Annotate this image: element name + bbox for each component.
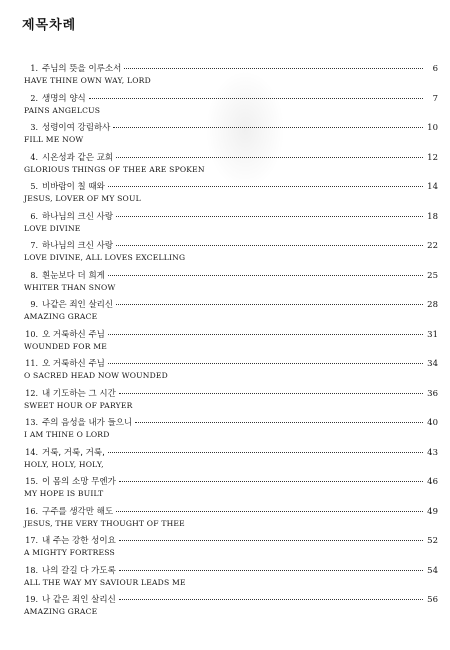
entry-number: 3. (30, 123, 38, 132)
toc-entry (18, 180, 438, 210)
korean-title: 거룩, 거룩, 거룩, (42, 447, 105, 458)
english-title: A MIGHTY FORTRESS (24, 548, 115, 557)
page-title: 제목차례 (22, 18, 77, 33)
korean-title: 생명의 양식 (42, 93, 86, 104)
english-title: I AM THINE O LORD (24, 430, 110, 439)
entry-number: 18. (25, 565, 38, 575)
toc-entry-korean-row (18, 151, 438, 165)
page-number: 28 (427, 300, 438, 310)
korean-title: 나의 갈길 다 가도록 (42, 565, 116, 576)
page-number: 7 (432, 93, 438, 104)
entry-number: 4. (30, 152, 38, 162)
toc-entry-korean-row (18, 180, 438, 194)
toc-entry (18, 505, 438, 535)
page-number: 36 (427, 388, 438, 399)
toc-entry (18, 593, 438, 623)
entry-number: 5. (30, 182, 38, 191)
toc-entry-korean-row (18, 62, 438, 76)
entry-number: 11. (25, 359, 38, 368)
dot-leader (116, 304, 423, 305)
toc-entry-korean-row (18, 328, 438, 342)
english-title: PAINS ANGELCUS (24, 105, 101, 115)
dot-leader (89, 98, 423, 99)
entry-number: 15. (25, 477, 38, 486)
toc-entry (18, 210, 438, 240)
dot-leader (116, 216, 423, 217)
toc-entry (18, 387, 438, 417)
entry-number: 1. (30, 64, 38, 73)
page-number: 40 (427, 418, 438, 428)
korean-title: 내 주는 강한 성이요 (42, 536, 116, 546)
english-title: LOVE DIVINE (24, 223, 81, 233)
english-title: JESUS, LOVER OF MY SOUL (24, 194, 141, 203)
toc-entry (18, 92, 438, 122)
dot-leader (116, 245, 423, 246)
english-title: JESUS, THE VERY THOUGHT OF THEE (24, 518, 185, 528)
english-title: MY HOPE IS BUILT (24, 489, 104, 498)
toc-entry-korean-row (18, 534, 438, 548)
korean-title: 성령이여 강림하사 (42, 123, 111, 133)
toc-entry (18, 475, 438, 505)
english-title: WHITER THAN SNOW (24, 282, 116, 292)
dot-leader (113, 127, 423, 128)
toc-entry (18, 239, 438, 269)
entry-number: 12. (25, 388, 38, 398)
toc-entry (18, 564, 438, 594)
entry-number: 10. (25, 329, 38, 339)
toc-entry (18, 416, 438, 446)
table-of-contents (18, 62, 438, 623)
entry-number: 17. (25, 536, 38, 545)
page-number: 31 (427, 329, 438, 340)
korean-title: 오 거룩하신 주님 (42, 329, 105, 340)
dot-leader (116, 157, 423, 158)
entry-number: 2. (30, 93, 38, 103)
toc-entry-korean-row (18, 121, 438, 135)
korean-title: 나같은 죄인 살리신 (42, 300, 114, 310)
korean-title: 이 몸의 소망 무엔가 (42, 477, 116, 487)
korean-title: 흰눈보다 더 희게 (42, 270, 105, 281)
entry-number: 7. (30, 241, 38, 250)
entry-number: 16. (25, 506, 38, 516)
korean-title: 하나님의 크신 사랑 (42, 211, 114, 222)
korean-title: 주의 음성을 내가 들으니 (42, 418, 133, 428)
dot-leader (119, 570, 423, 571)
toc-entry (18, 328, 438, 358)
toc-entry (18, 446, 438, 476)
page-number: 14 (427, 182, 438, 192)
toc-entry-korean-row (18, 416, 438, 430)
english-title: LOVE DIVINE, ALL LOVES EXCELLING (24, 253, 186, 262)
korean-title: 내 기도하는 그 시간 (42, 388, 116, 399)
toc-entry-korean-row (18, 387, 438, 401)
page-number: 25 (427, 270, 438, 281)
korean-title: 나 같은 죄인 살리신 (42, 595, 116, 605)
toc-entry (18, 357, 438, 387)
english-title: GLORIOUS THINGS OF THEE ARE SPOKEN (24, 164, 205, 174)
korean-title: 오 거룩하신 주님 (42, 359, 105, 369)
page-number: 34 (427, 359, 438, 369)
toc-entry-korean-row (18, 475, 438, 489)
page-number: 52 (427, 536, 438, 546)
english-title: O SACRED HEAD NOW WOUNDED (24, 371, 168, 380)
toc-entry (18, 269, 438, 299)
korean-title: 주님의 뜻을 이루소서 (42, 64, 122, 74)
korean-title: 하나님의 크신 사랑 (42, 241, 114, 251)
page-number: 43 (427, 447, 438, 458)
toc-entry (18, 62, 438, 92)
toc-entry-korean-row (18, 357, 438, 371)
english-title: HAVE THINE OWN WAY, LORD (24, 76, 151, 85)
entry-number: 6. (30, 211, 38, 221)
dot-leader (116, 511, 423, 512)
korean-title: 구주를 생각만 해도 (42, 506, 114, 517)
entry-number: 14. (25, 447, 38, 457)
english-title: SWEET HOUR OF PARYER (24, 400, 133, 410)
page-number: 18 (427, 211, 438, 222)
toc-entry (18, 534, 438, 564)
english-title: FILL ME NOW (24, 135, 84, 144)
toc-entry-korean-row (18, 298, 438, 312)
toc-entry (18, 298, 438, 328)
dot-leader (108, 334, 423, 335)
dot-leader (124, 68, 423, 69)
page-number: 46 (427, 477, 438, 487)
page-number: 12 (427, 152, 438, 163)
entry-number: 9. (30, 300, 38, 309)
english-title: HOLY, HOLY, HOLY, (24, 459, 104, 469)
page-number: 6 (432, 64, 438, 74)
toc-entry-korean-row (18, 269, 438, 283)
page-number: 56 (427, 595, 438, 605)
dot-leader (108, 452, 423, 453)
english-title: AMAZING GRACE (24, 312, 98, 321)
dot-leader (108, 186, 423, 187)
toc-entry (18, 121, 438, 151)
english-title: AMAZING GRACE (24, 607, 98, 616)
page-number: 10 (427, 123, 438, 133)
english-title: ALL THE WAY MY SAVIOUR LEADS ME (24, 577, 186, 587)
entry-number: 13. (25, 418, 38, 427)
toc-entry-korean-row (18, 239, 438, 253)
toc-entry-korean-row (18, 210, 438, 224)
toc-entry-korean-row (18, 505, 438, 519)
toc-entry-korean-row (18, 593, 438, 607)
dot-leader (108, 275, 423, 276)
english-title: WOUNDED FOR ME (24, 341, 107, 351)
dot-leader (108, 363, 423, 364)
toc-entry-korean-row (18, 92, 438, 106)
entry-number: 19. (25, 595, 38, 604)
dot-leader (119, 599, 423, 600)
toc-entry (18, 151, 438, 181)
korean-title: 시온성과 같은 교회 (42, 152, 114, 163)
korean-title: 비바람이 칠 때와 (42, 182, 105, 192)
dot-leader (119, 481, 423, 482)
toc-entry-korean-row (18, 564, 438, 578)
page-number: 22 (427, 241, 438, 251)
dot-leader (135, 422, 423, 423)
dot-leader (119, 540, 423, 541)
page-number: 49 (427, 506, 438, 517)
toc-entry-korean-row (18, 446, 438, 460)
page-number: 54 (427, 565, 438, 576)
entry-number: 8. (30, 270, 38, 280)
dot-leader (119, 393, 423, 394)
